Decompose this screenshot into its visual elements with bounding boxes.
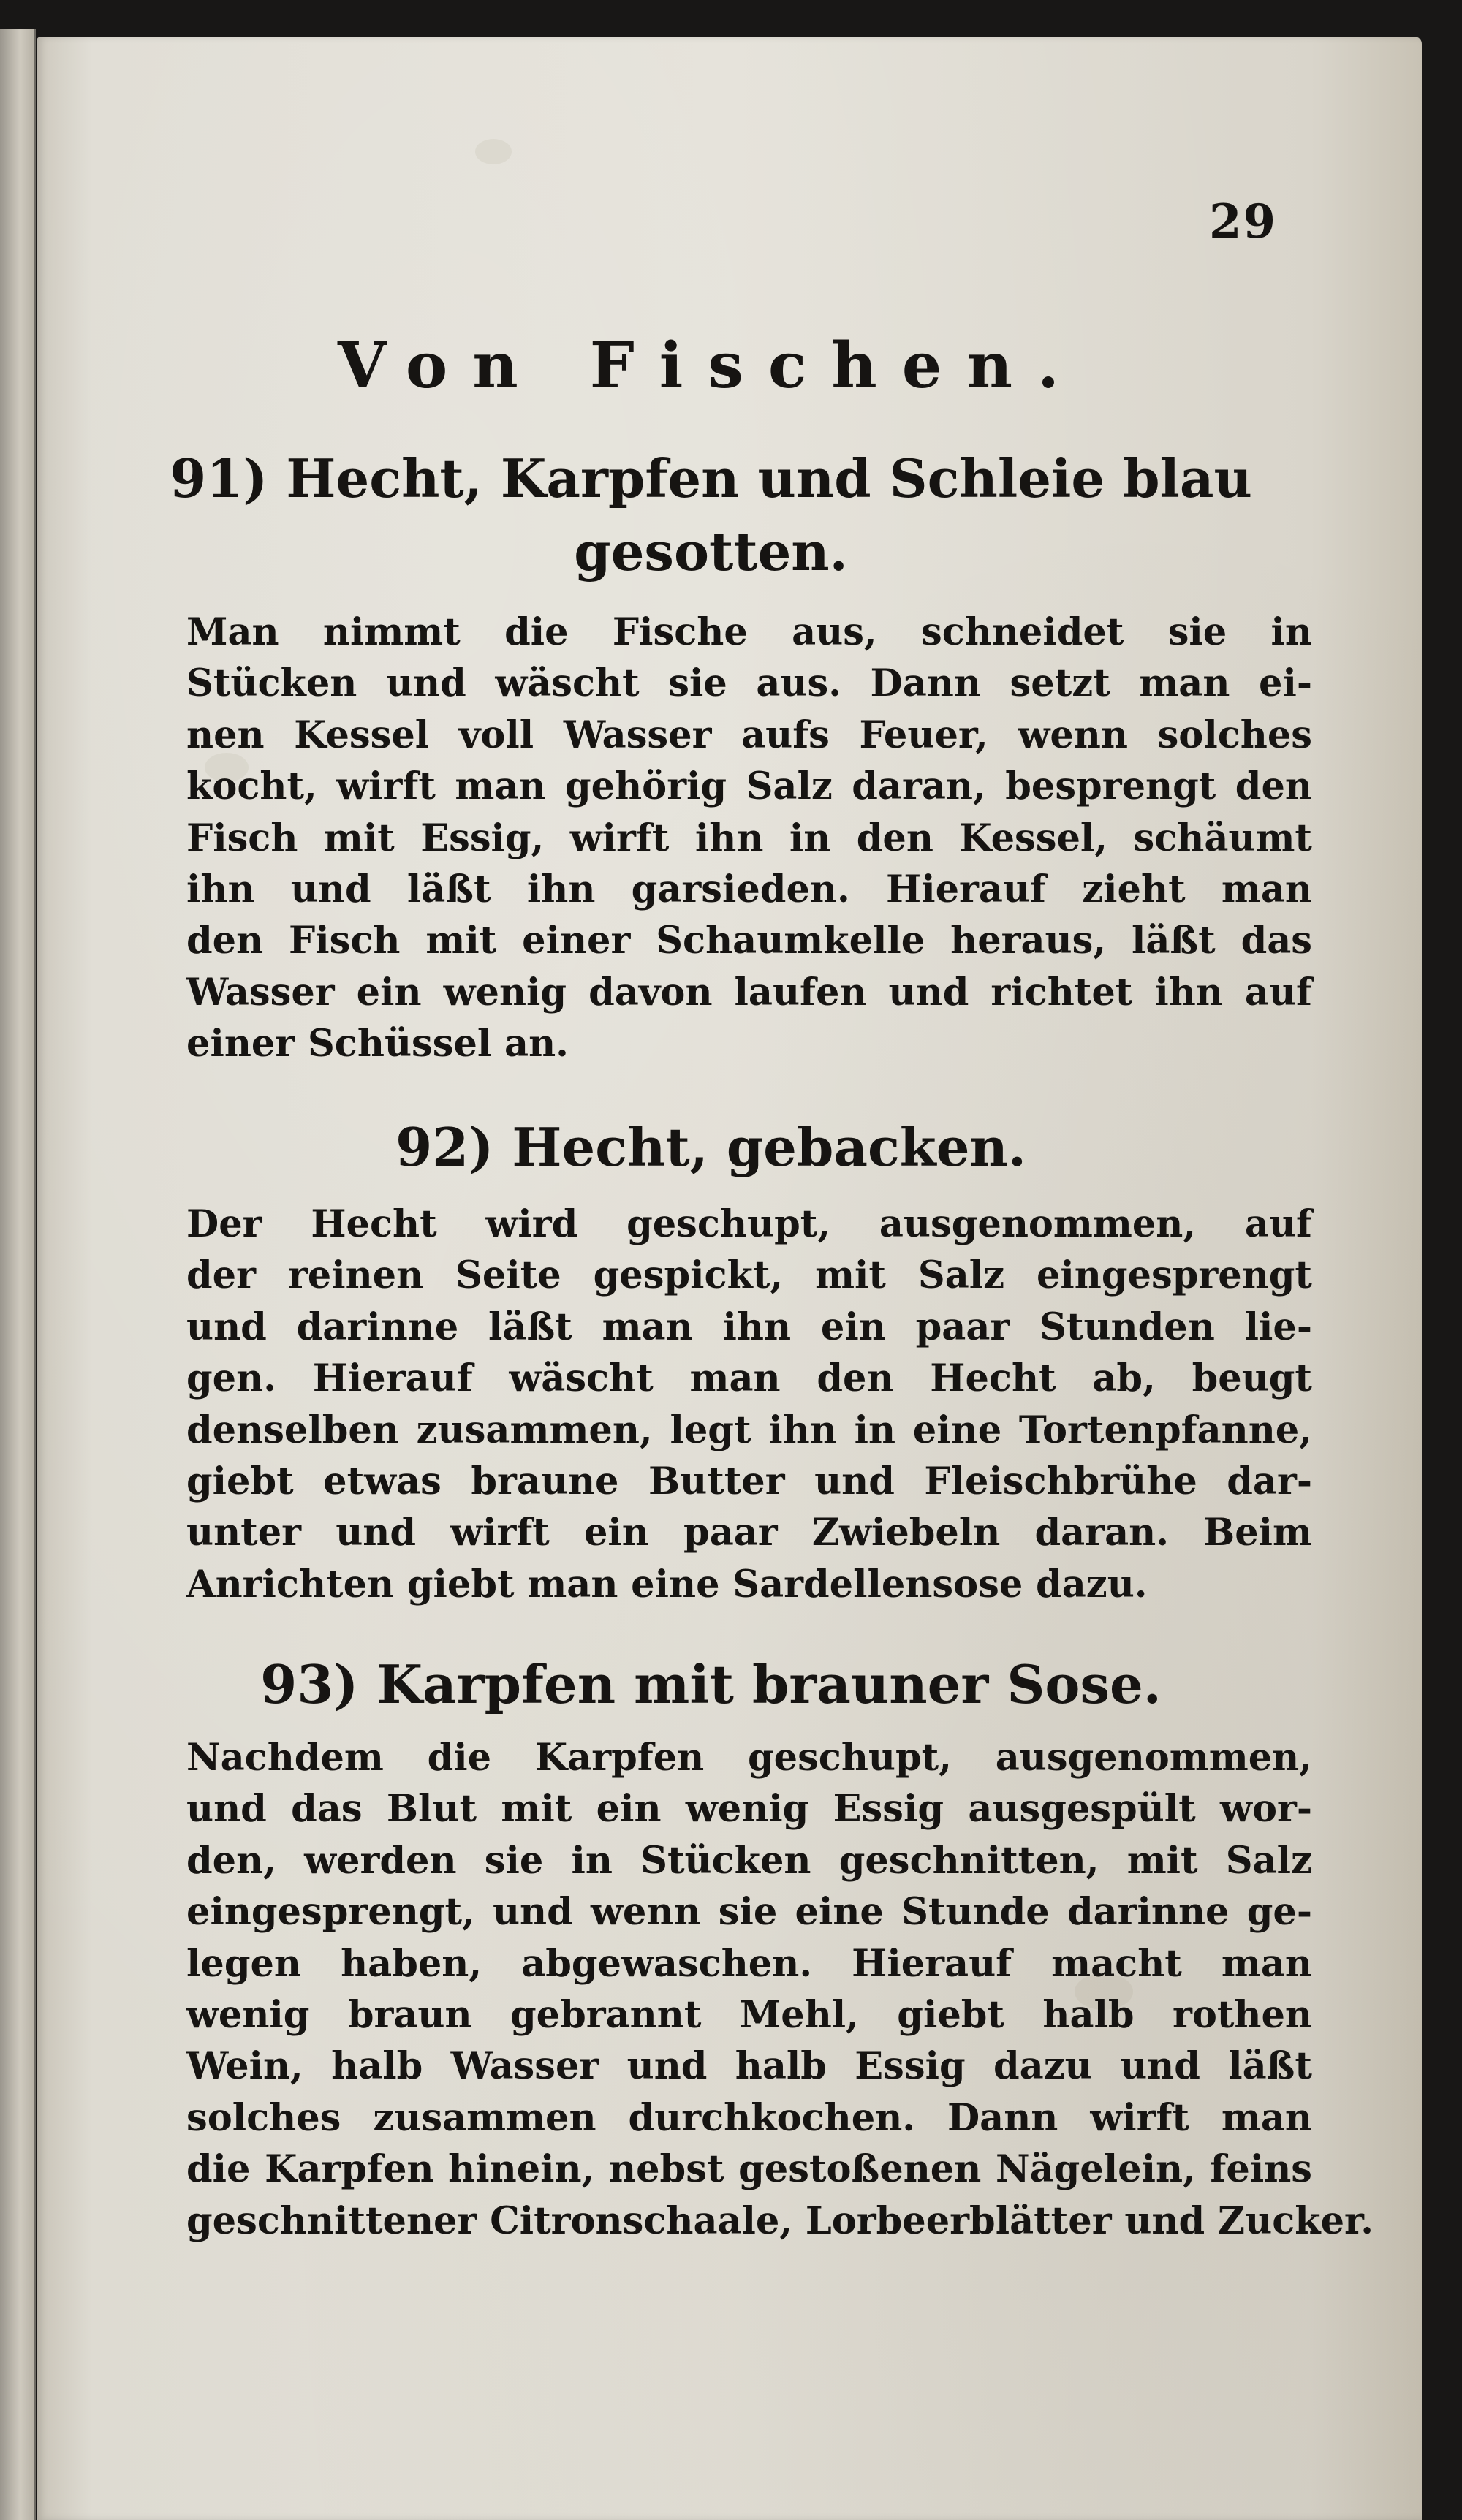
recipe-heading-91 xyxy=(37,442,1385,588)
section-title: Von Fischen. xyxy=(338,329,1084,403)
text-line: solches zusammen durchkochen. Dann wirft man xyxy=(186,2095,1312,2140)
recipe-body-91 xyxy=(186,607,1312,1070)
page-number: 29 xyxy=(1209,194,1278,249)
page xyxy=(37,37,1422,2520)
text-line: nen Kessel voll Wasser aufs Feuer, wenn solches xyxy=(186,713,1312,757)
text-line: und darinne läßt man ihn ein paar Stunden lie- xyxy=(186,1305,1312,1349)
heading-line: gesotten. xyxy=(574,520,848,582)
text-line: Nachdem die Karpfen geschupt, ausgenommen, xyxy=(186,1736,1312,1780)
text-line: den, werden sie in Stücken geschnitten, mit Salz xyxy=(186,1838,1312,1883)
heading-line: 92) Hecht, gebacken. xyxy=(395,1116,1026,1178)
text-line: legen haben, abgewaschen. Hierauf macht man xyxy=(186,1941,1312,1986)
text-line: giebt etwas braune Butter und Fleischbrühe dar- xyxy=(186,1459,1312,1503)
text-line: und das Blut mit ein wenig Essig ausgespült wor- xyxy=(186,1787,1312,1832)
text-line: eingesprengt, und wenn sie eine Stunde darinne ge- xyxy=(186,1890,1312,1935)
text-line: Wein, halb Wasser und halb Essig dazu und läßt xyxy=(186,2044,1312,2089)
text-line: geschnittener Citronschaale, Lorbeerblätter und Zucker. xyxy=(186,2198,1374,2243)
text-line: Fisch mit Essig, wirft ihn in den Kessel, schäumt xyxy=(186,816,1312,860)
text-line: kocht, wirft man gehörig Salz daran, besprengt den xyxy=(186,764,1312,809)
recipe-heading-92 xyxy=(37,1111,1385,1184)
heading-line: 91) Hecht, Karpfen und Schleie blau xyxy=(170,447,1252,509)
text-line: der reinen Seite gespickt, mit Salz eingesprengt xyxy=(186,1253,1312,1298)
text-line: gen. Hierauf wäscht man den Hecht ab, beugt xyxy=(186,1356,1312,1401)
recipe-heading-93 xyxy=(37,1648,1385,1721)
text-line: Wasser ein wenig davon laufen und richtet ihn auf xyxy=(186,970,1312,1014)
text-line: ihn und läßt ihn garsieden. Hierauf zieht man xyxy=(186,867,1312,911)
recipe-body-93 xyxy=(186,1732,1374,2247)
text-line: die Karpfen hinein, nebst gestoßenen Nägelein, feins xyxy=(186,2147,1312,2192)
left-page-edge xyxy=(0,29,36,2520)
text-line: denselben zusammen, legt ihn in eine Tortenpfanne, xyxy=(186,1408,1312,1452)
text-line: einer Schüssel an. xyxy=(186,1022,569,1066)
text-line: Stücken und wäscht sie aus. Dann setzt man ei- xyxy=(186,661,1312,706)
heading-line: 93) Karpfen mit brauner Sose. xyxy=(260,1653,1162,1715)
text-line: unter und wirft ein paar Zwiebeln daran. Beim xyxy=(186,1511,1312,1555)
text-line: Anrichten giebt man eine Sardellensose dazu. xyxy=(186,1562,1148,1606)
text-line: Der Hecht wird geschupt, ausgenommen, auf xyxy=(186,1202,1312,1246)
text-line: wenig braun gebrannt Mehl, giebt halb rothen xyxy=(186,1992,1312,2037)
recipe-body-92 xyxy=(186,1199,1312,1610)
text-line: den Fisch mit einer Schaumkelle heraus, läßt das xyxy=(186,919,1312,963)
paper-spot xyxy=(475,139,512,164)
text-line: Man nimmt die Fische aus, schneidet sie in xyxy=(186,610,1312,654)
